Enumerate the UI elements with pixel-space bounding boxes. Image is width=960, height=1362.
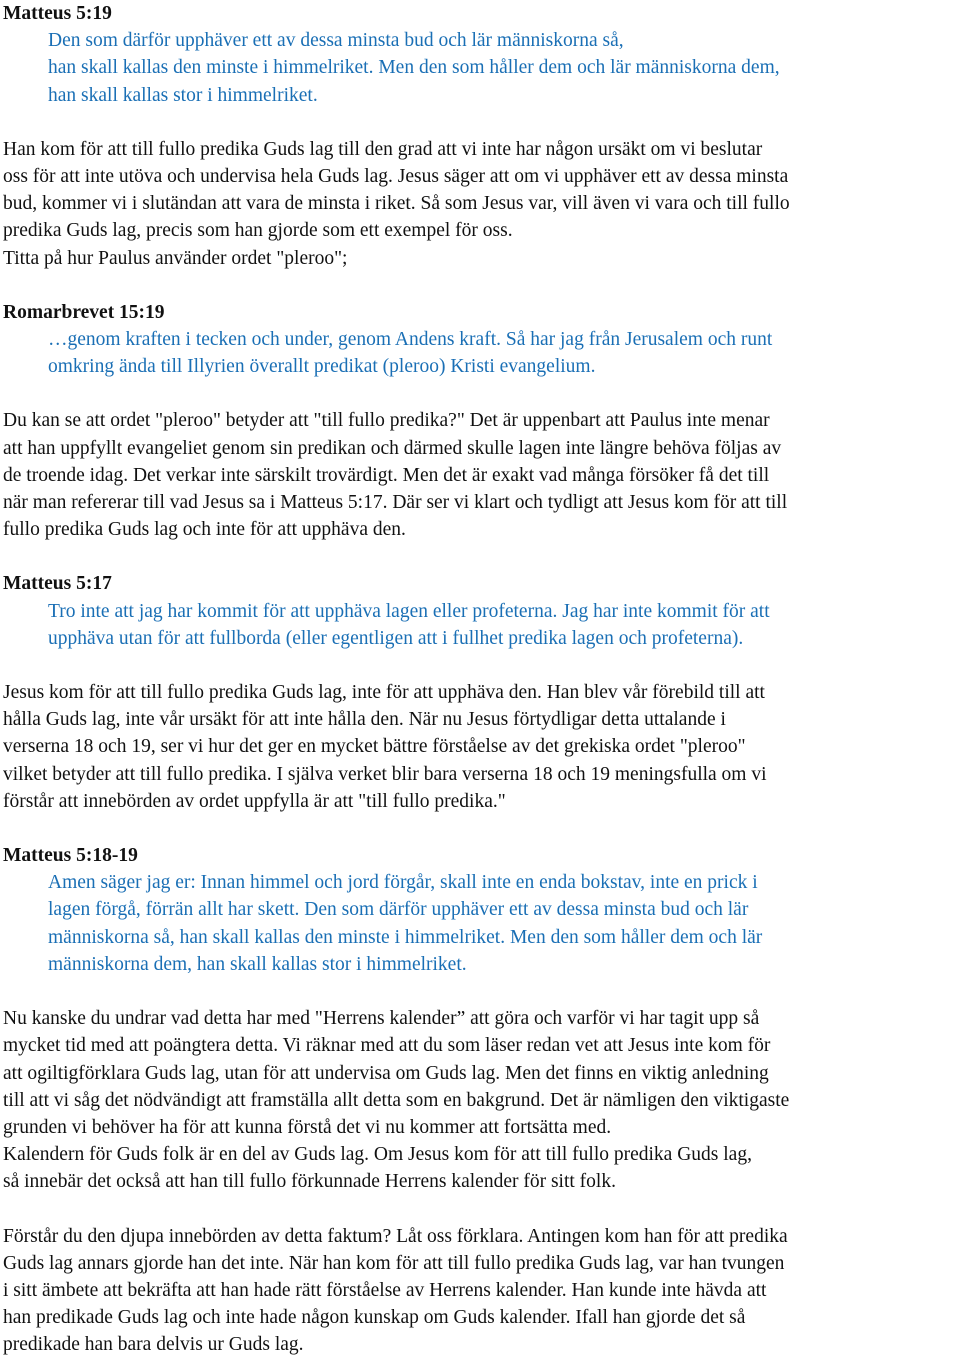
text-line: predikade han bara delvis ur Guds lag. xyxy=(3,1334,304,1356)
quote-romarbrevet-15-19 xyxy=(3,326,953,380)
text-line: Han kom för att till fullo predika Guds lag till den grad att vi inte har någon ursäkt om vi beslutar xyxy=(3,138,763,160)
text-line: Titta på hur Paulus använder ordet "pleroo"; xyxy=(3,247,348,269)
quote-matteus-5-19 xyxy=(3,27,953,109)
text-line: att han uppfyllt evangeliet genom sin predikan och därmed skulle lagen inte längre behöva följas av xyxy=(3,437,782,459)
text-line: vilket betyder att till fullo predika. I själva verket blir bara verserna 18 och 19 meningsfulla om vi xyxy=(3,763,767,785)
text-line: att ogiltigförklara Guds lag, utan för att undervisa om Guds lag. Men det finns en viktig anledning xyxy=(3,1062,769,1084)
text-line: i sitt ämbete att bekräfta att han hade rätt förståelse av Herrens kalender. Han kunde inte hävda att xyxy=(3,1279,767,1301)
text-line: oss för att inte utöva och undervisa hela Guds lag. Jesus säger att om vi upphäver ett av dessa minsta xyxy=(3,166,789,188)
text-line: fullo predika Guds lag och inte för att upphäva den. xyxy=(3,519,406,541)
text-line: de troende idag. Det verkar inte särskilt trovärdigt. Men det är exakt vad många försöker få det till xyxy=(3,464,770,486)
text-line: Guds lag annars gjorde han det inte. När han kom för att till fullo predika Guds lag, var han tvungen xyxy=(3,1252,785,1274)
heading-matteus-5-17: Matteus 5:17 xyxy=(3,573,112,595)
text-line: predika Guds lag, precis som han gjorde som ett exempel för oss. xyxy=(3,220,513,242)
text-line: så innebär det också att han till fullo förkunnade Herrens kalender för sitt folk. xyxy=(3,1171,616,1193)
paragraph-1 xyxy=(3,136,953,272)
text-line: Jesus kom för att till fullo predika Guds lag, inte för att upphäva den. Han blev vår förebild till att xyxy=(3,682,765,704)
quote-line: omkring ända till Illyrien överallt predikat (pleroo) Kristi evangelium. xyxy=(48,356,596,378)
quote-line: Tro inte att jag har kommit för att upphäva lagen eller profeterna. Jag har inte kommit för att xyxy=(48,600,770,622)
text-line: Förstår du den djupa innebörden av detta faktum? Låt oss förklara. Antingen kom han för att predika xyxy=(3,1225,788,1247)
quote-line: han skall kallas den minste i himmelriket. Men den som håller dem och lär människorna dem, xyxy=(48,57,780,79)
heading-matteus-5-18-19: Matteus 5:18-19 xyxy=(3,845,138,867)
quote-line: människorna så, han skall kallas den minste i himmelriket. Men den som håller dem och lär xyxy=(48,926,763,948)
quote-line: upphäva utan för att fullborda (eller egentligen att i fullhet predika lagen och profeterna). xyxy=(48,627,744,649)
text-line: Du kan se att ordet "pleroo" betyder att "till fullo predika?" Det är uppenbart att Paulus inte menar xyxy=(3,410,770,432)
quote-matteus-5-18-19 xyxy=(3,869,953,978)
paragraph-2 xyxy=(3,407,953,543)
text-line: verserna 18 och 19, ser vi hur det ger en mycket bättre förståelse av det grekiska ordet "pleroo" xyxy=(3,736,746,758)
text-line: hålla Guds lag, inte vår ursäkt för att inte hålla den. När nu Jesus förtydligar detta uttalande i xyxy=(3,709,726,731)
quote-line: människorna dem, han skall kallas stor i himmelriket. xyxy=(48,953,467,975)
text-line: Nu kanske du undrar vad detta har med "Herrens kalender” att göra och varför vi har tagit upp så xyxy=(3,1008,760,1030)
paragraph-5 xyxy=(3,1223,953,1359)
text-line: grunden vi behöver ha för att kunna förstå det vi nu kommer att fortsätta med. xyxy=(3,1116,612,1138)
text-line: förstår att innebörden av ordet uppfylla är att "till fullo predika." xyxy=(3,790,506,812)
heading-romarbrevet-15-19: Romarbrevet 15:19 xyxy=(3,301,165,323)
text-line: bud, kommer vi i slutändan att vara de minsta i riket. Så som Jesus var, vill även vi vara och till fullo xyxy=(3,193,790,215)
text-line: mycket tid med att poängtera detta. Vi räknar med att du som läser redan vet att Jesus inte kom för xyxy=(3,1035,771,1057)
quote-line: …genom kraften i tecken och under, genom Andens kraft. Så har jag från Jerusalem och runt xyxy=(48,329,773,351)
quote-matteus-5-17 xyxy=(3,598,953,652)
quote-line: Amen säger jag er: Innan himmel och jord förgår, skall inte en enda bokstav, inte en prick i xyxy=(48,872,758,894)
quote-line: han skall kallas stor i himmelriket. xyxy=(48,84,318,106)
text-line: Kalendern för Guds folk är en del av Guds lag. Om Jesus kom för att till fullo predika Guds lag, xyxy=(3,1144,752,1166)
quote-line: lagen förgå, förrän allt har skett. Den som därför upphäver ett av dessa minsta bud och lär xyxy=(48,899,749,921)
text-line: till att vi såg det nödvändigt att framställa allt detta som en bakgrund. Det är nämligen den viktigaste xyxy=(3,1089,790,1111)
paragraph-4 xyxy=(3,1005,953,1195)
heading-matteus-5-19: Matteus 5:19 xyxy=(3,3,112,24)
paragraph-3 xyxy=(3,679,953,815)
text-line: han predikade Guds lag och inte hade någon kunskap om Guds kalender. Ifall han gjorde det så xyxy=(3,1307,746,1329)
quote-line: Den som därför upphäver ett av dessa minsta bud och lär människorna så, xyxy=(48,30,624,52)
text-line: när man refererar till vad Jesus sa i Matteus 5:17. Där ser vi klart och tydligt att Jesus kom för att till xyxy=(3,492,788,514)
